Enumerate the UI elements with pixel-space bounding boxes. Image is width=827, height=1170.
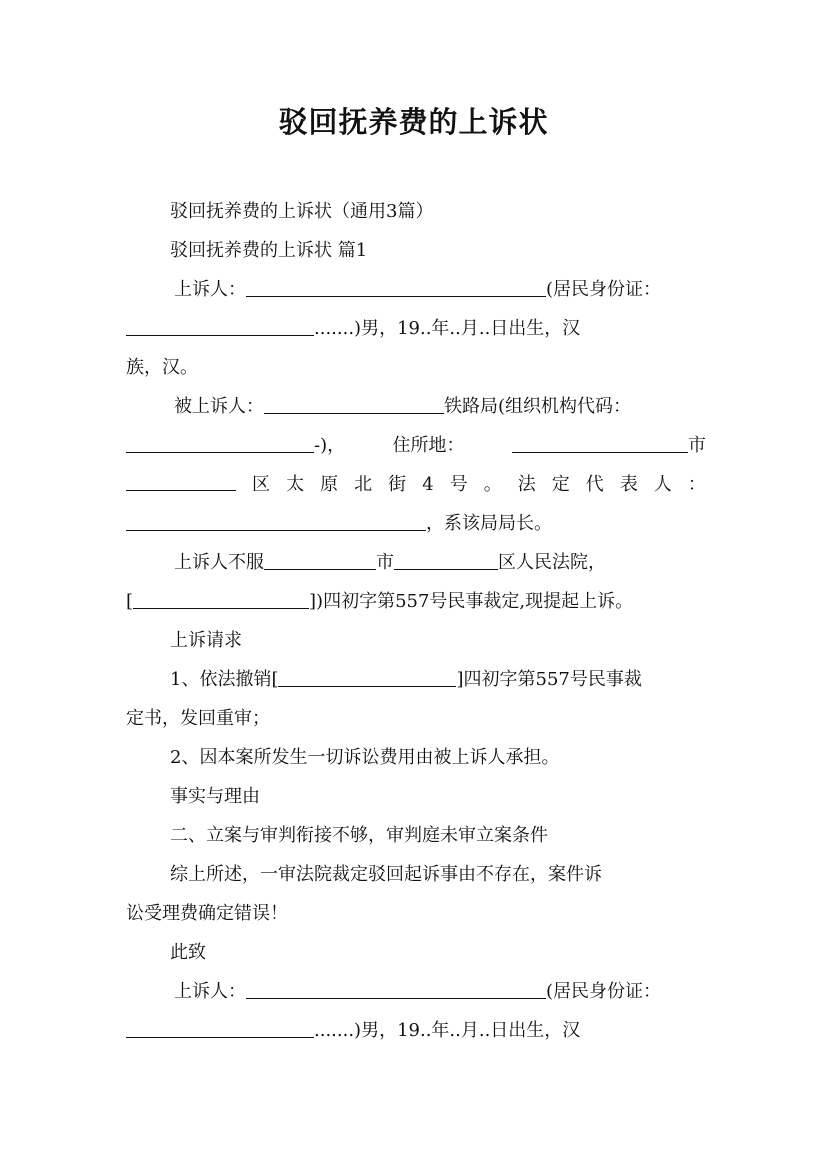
address-char: 号 bbox=[449, 474, 468, 495]
ethnicity-line: 族，汉。 bbox=[126, 357, 198, 378]
conclusion-line-2: 讼受理费确定错误！ bbox=[126, 903, 288, 924]
address-char: 。 bbox=[483, 474, 502, 495]
legal-rep-blank bbox=[126, 510, 426, 531]
address-char: 太 bbox=[286, 474, 305, 495]
appellant-birth-line bbox=[126, 314, 706, 344]
request-case-blank bbox=[278, 666, 456, 687]
address-char: 定 bbox=[551, 474, 570, 495]
id-number-blank bbox=[126, 315, 314, 336]
section-heading: 驳回抚养费的上诉状 篇1 bbox=[170, 240, 368, 261]
birth-text: .......)男，19..年..月..日出生，汉 bbox=[314, 318, 581, 339]
request-1-suffix: ]四初字第557号民事裁 bbox=[456, 669, 642, 690]
appeal-city-blank bbox=[264, 549, 376, 570]
appeal-intro-line bbox=[174, 548, 706, 578]
address-char: ： bbox=[687, 474, 706, 495]
appellant-line-2 bbox=[174, 977, 706, 1007]
appeal-court: 区人民法院， bbox=[498, 552, 606, 573]
org-code-close: -)， bbox=[314, 435, 346, 456]
id-label-2: (居民身份证： bbox=[546, 981, 662, 1002]
request-1-prefix: 1、依法撤销[ bbox=[170, 669, 279, 690]
address-char: 4 bbox=[422, 474, 434, 495]
legal-rep-line bbox=[126, 509, 706, 539]
respondent-line bbox=[174, 392, 706, 422]
request-2: 2、因本案所发生一切诉讼费用由被上诉人承担。 bbox=[170, 747, 560, 768]
city-suffix: 市 bbox=[687, 435, 706, 456]
address-char: 人 bbox=[653, 474, 672, 495]
ruling-line bbox=[126, 587, 706, 617]
respondent-name-blank bbox=[264, 393, 444, 414]
closing-text: 此致 bbox=[170, 942, 206, 963]
address-char: 表 bbox=[619, 474, 638, 495]
org-code-group bbox=[126, 431, 345, 461]
address-char: 北 bbox=[354, 474, 373, 495]
ruling-text: ])四初字第557号民事裁定,现提起上诉。 bbox=[309, 591, 634, 612]
appeal-prefix: 上诉人不服 bbox=[174, 552, 264, 573]
address-label: 住所地： bbox=[392, 435, 465, 456]
requests-heading: 上诉请求 bbox=[170, 630, 242, 651]
address-char: 区 bbox=[252, 474, 271, 495]
district-blank bbox=[126, 470, 236, 491]
id-number-blank-2 bbox=[126, 1017, 314, 1038]
appellant-birth-line-2 bbox=[126, 1016, 706, 1046]
request-1-line bbox=[170, 665, 706, 695]
address-char: 街 bbox=[388, 474, 407, 495]
manager-text: ，系该局局长。 bbox=[426, 513, 552, 534]
appellant-name-blank bbox=[246, 276, 546, 297]
case-number-blank bbox=[133, 588, 309, 609]
city-group bbox=[512, 431, 706, 461]
bracket-open: [ bbox=[126, 591, 134, 612]
appellant-name-blank-2 bbox=[246, 978, 546, 999]
org-code-blank bbox=[126, 432, 314, 453]
reason-2: 二、立案与审判衔接不够，审判庭未审立案条件 bbox=[170, 825, 548, 846]
address-char: 原 bbox=[320, 474, 339, 495]
appellant-line bbox=[174, 275, 706, 305]
appellant-label: 上诉人： bbox=[174, 279, 246, 300]
document-subtitle: 驳回抚养费的上诉状（通用3篇） bbox=[170, 201, 434, 222]
city-blank bbox=[512, 432, 688, 453]
id-label: (居民身份证： bbox=[546, 279, 662, 300]
document-title: 驳回抚养费的上诉状 bbox=[278, 105, 549, 139]
birth-text-2: .......)男，19..年..月..日出生，汉 bbox=[314, 1020, 581, 1041]
address-char: 代 bbox=[585, 474, 604, 495]
respondent-org-text: 铁路局(组织机构代码： bbox=[444, 396, 632, 417]
conclusion-line-1: 综上所述，一审法院裁定驳回起诉事由不存在，案件诉 bbox=[170, 864, 602, 885]
address-char: 法 bbox=[517, 474, 536, 495]
request-1-continuation: 定书，发回重审； bbox=[126, 708, 270, 729]
appellant-label-2: 上诉人： bbox=[174, 981, 246, 1002]
respondent-address-line bbox=[126, 431, 706, 461]
respondent-district-line bbox=[126, 470, 706, 500]
appeal-city: 市 bbox=[376, 552, 394, 573]
facts-heading: 事实与理由 bbox=[170, 786, 260, 807]
appeal-district-blank bbox=[394, 549, 498, 570]
respondent-label: 被上诉人： bbox=[174, 396, 264, 417]
